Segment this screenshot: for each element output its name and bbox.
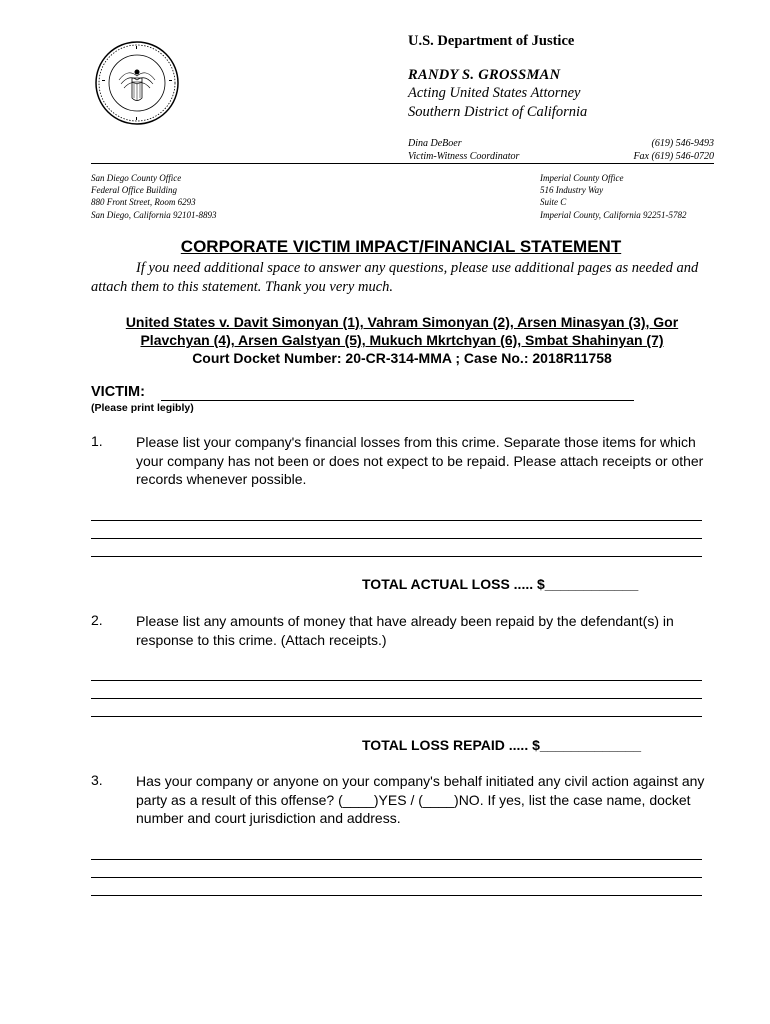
answer-line[interactable] [91, 538, 702, 539]
department-name: U.S. Department of Justice [408, 33, 575, 49]
question-number: 3. [91, 772, 103, 788]
address-line: San Diego County Office [91, 173, 182, 183]
address-line: Imperial County, California 92251-5782 [540, 209, 687, 220]
case-caption [91, 313, 713, 367]
coordinator-name: Dina DeBoer [408, 138, 462, 149]
district-name: Southern District of California [408, 104, 588, 120]
san-diego-office-address [91, 172, 217, 221]
question-text: Please list your company's financial losses from this crime. Separate those items for which your company has not been or does not expect to be repaid. Please attach receipts or other records whenever possible. [136, 434, 704, 487]
question-text: Please list any amounts of money that have already been repaid by the defendant(s) in response to this crime. (Attach receipts.) [136, 613, 674, 648]
total-actual-loss[interactable]: TOTAL ACTUAL LOSS ..... $____________ [362, 576, 639, 592]
total-loss-repaid[interactable]: TOTAL LOSS REPAID ..... $_____________ [362, 737, 642, 753]
coordinator-phone: (619) 546-9493 [651, 138, 714, 149]
victim-note: (Please print legibly) [91, 402, 194, 414]
doj-seal-icon [94, 40, 180, 126]
case-caption-line: United States v. Davit Simonyan (1), Vahram Simonyan (2), Arsen Minasyan (3), Gor [125, 314, 679, 330]
victim-name-field[interactable] [161, 400, 634, 401]
docket-number: Court Docket Number: 20-CR-314-MMA ; Case No.: 2018R11758 [192, 350, 612, 366]
answer-line[interactable] [91, 877, 702, 878]
attorney-name: RANDY S. GROSSMAN [408, 67, 561, 83]
answer-line[interactable] [91, 556, 702, 557]
case-caption-line: Plavchyan (4), Arsen Galstyan (5), Mukuch Mkrtchyan (6), Smbat Shahinyan (7) [140, 332, 664, 348]
coordinator-role: Victim-Witness Coordinator [408, 151, 520, 162]
address-line: Suite C [540, 197, 567, 208]
attorney-title: Acting United States Attorney [408, 85, 581, 101]
answer-line[interactable] [91, 680, 702, 681]
answer-line[interactable] [91, 895, 702, 896]
address-line: 516 Industry Way [540, 185, 604, 196]
coordinator-fax: Fax (619) 546-0720 [633, 151, 714, 162]
header-divider [91, 163, 714, 164]
answer-line[interactable] [91, 520, 702, 521]
address-line: 880 Front Street, Room 6293 [91, 197, 196, 208]
imperial-county-office-address [540, 172, 687, 221]
answer-line[interactable] [91, 698, 702, 699]
answer-line[interactable] [91, 859, 702, 860]
question-text: Has your company or anyone on your company's behalf initiated any civil action against any party as a result of this offense? (____)YES / (____)NO. If yes, list the case name, docket number and court jurisdiction and address. [136, 773, 705, 826]
question-number: 1. [91, 433, 103, 449]
victim-label: VICTIM: [91, 384, 145, 400]
address-line: Imperial County Office [540, 173, 624, 183]
question-number: 2. [91, 612, 103, 628]
address-line: Federal Office Building [91, 185, 177, 196]
intro-text: If you need additional space to answer any questions, please use additional pages as needed and attach them to this statement. Thank you very much. [91, 260, 699, 295]
form-title: CORPORATE VICTIM IMPACT/FINANCIAL STATEMENT [180, 237, 622, 256]
address-line: San Diego, California 92101-8893 [91, 209, 217, 220]
answer-line[interactable] [91, 716, 702, 717]
